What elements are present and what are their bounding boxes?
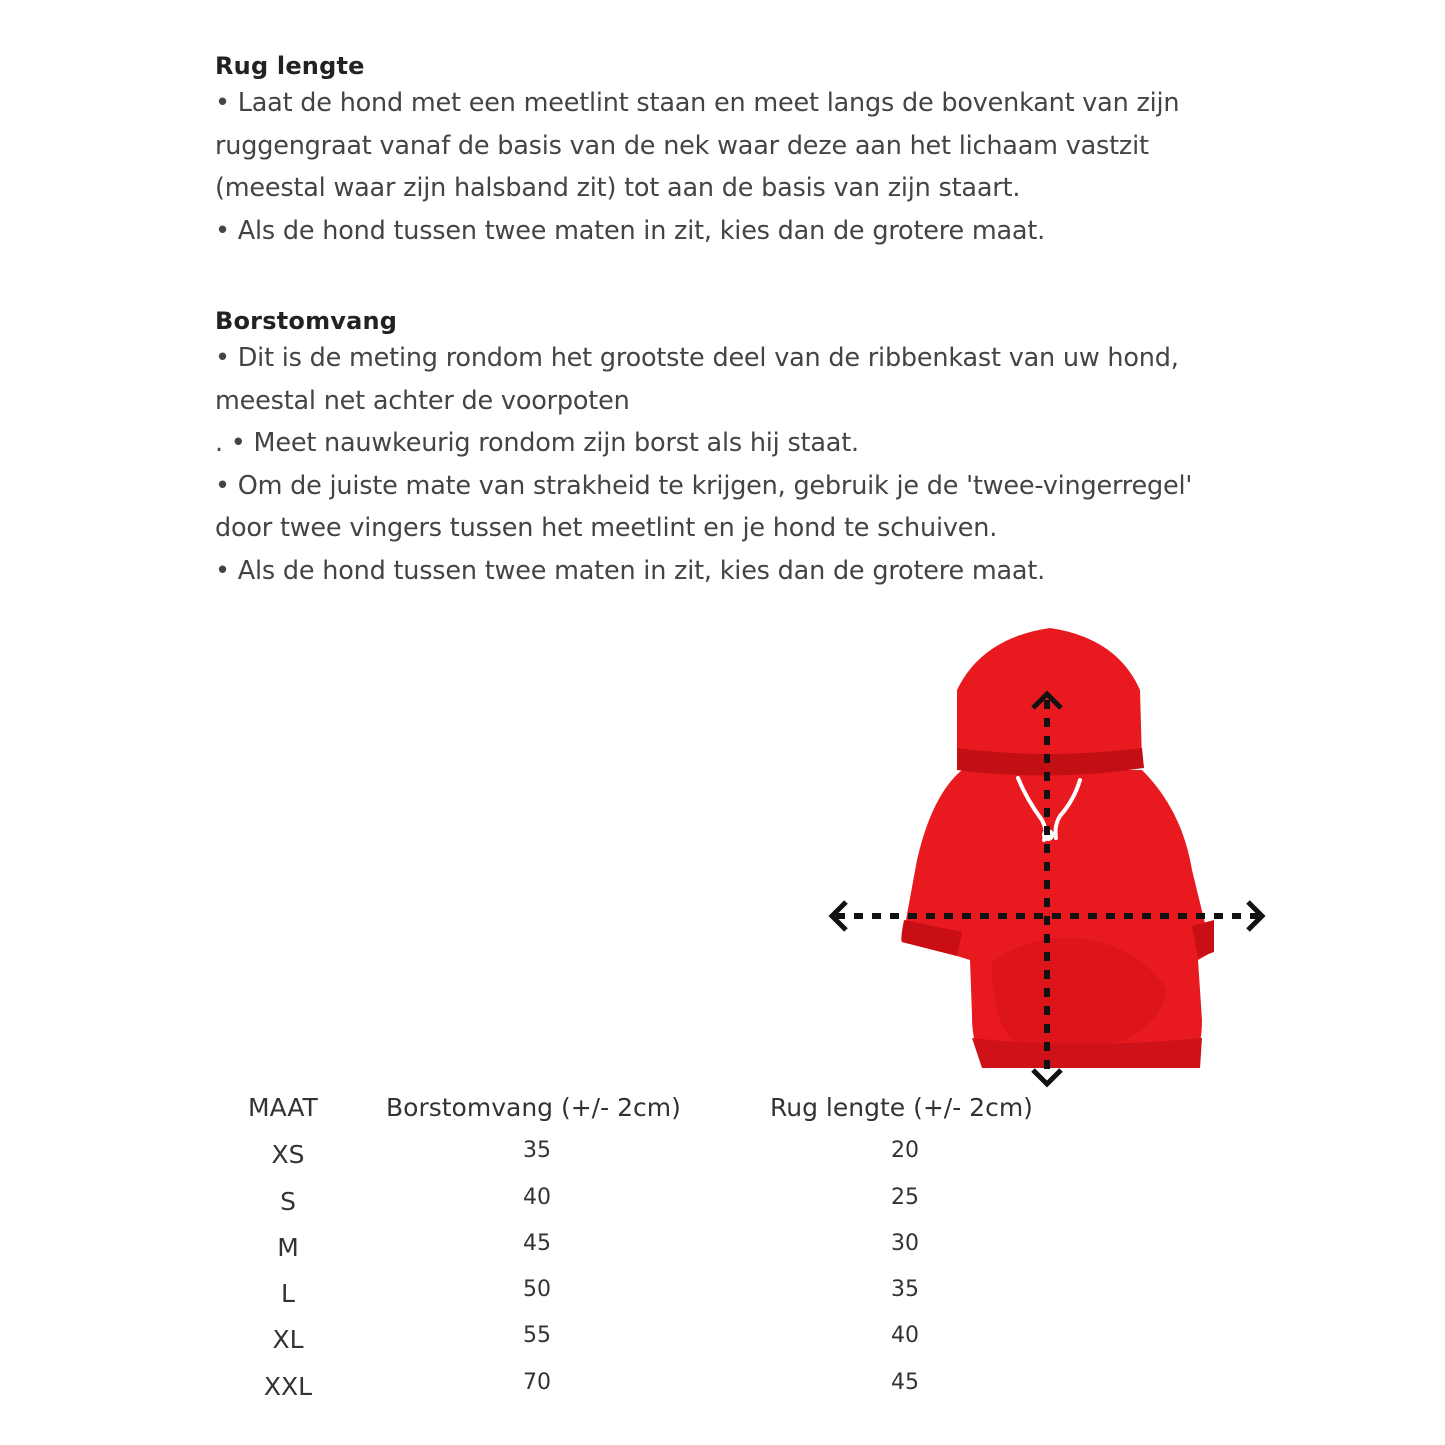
table-size-cell: L	[281, 1279, 295, 1308]
chest-heading: Borstomvang	[215, 307, 398, 335]
table-size-cell: XS	[271, 1140, 305, 1169]
chest-line: • Als de hond tussen twee maten in zit, kies dan de grotere maat.	[215, 555, 1046, 586]
table-chest-cell: 40	[523, 1185, 551, 1210]
table-size-cell: XL	[272, 1325, 304, 1354]
table-back-cell: 35	[891, 1277, 919, 1302]
table-back-cell: 30	[891, 1231, 919, 1256]
table-chest-cell: 55	[523, 1323, 551, 1348]
chest-line: meestal net achter de voorpoten	[215, 385, 630, 416]
table-size-cell: XXL	[263, 1372, 313, 1401]
back-length-line: (meestal waar zijn halsband zit) tot aan de basis van zijn staart.	[215, 173, 1021, 203]
table-back-cell: 40	[891, 1323, 919, 1348]
back-column-header: Rug lengte (+/- 2cm)	[770, 1093, 1033, 1122]
back-length-heading: Rug lengte	[215, 52, 365, 80]
table-back-cell: 25	[891, 1185, 919, 1210]
table-chest-cell: 50	[523, 1277, 551, 1302]
chest-line: . • Meet nauwkeurig rondom zijn borst als hij staat.	[215, 428, 859, 458]
table-chest-cell: 35	[523, 1138, 551, 1163]
chest-section	[215, 307, 1255, 592]
back-length-line: ruggengraat vanaf de basis van de nek waar deze aan het lichaam vastzit	[215, 130, 1149, 161]
table-size-cell: M	[277, 1233, 299, 1262]
chest-line: • Dit is de meting rondom het grootste deel van de ribbenkast van uw hond,	[215, 343, 1179, 373]
size-column-header: MAAT	[248, 1093, 318, 1122]
chest-line: door twee vingers tussen het meetlint en je hond te schuiven.	[215, 513, 998, 543]
chest-column-header: Borstomvang (+/- 2cm)	[386, 1093, 681, 1122]
table-chest-cell: 70	[523, 1370, 551, 1395]
back-length-section	[215, 52, 1255, 252]
chest-line: • Om de juiste mate van strakheid te krijgen, gebruik je de 'twee-vingerregel'	[215, 470, 1193, 501]
back-length-line: • Als de hond tussen twee maten in zit, kies dan de grotere maat.	[215, 215, 1046, 246]
hoodie-measurement-figure	[822, 620, 1272, 1095]
table-size-cell: S	[280, 1187, 296, 1216]
table-back-cell: 45	[891, 1370, 919, 1395]
table-chest-cell: 45	[523, 1231, 551, 1256]
back-length-line: • Laat de hond met een meetlint staan en meet langs de bovenkant van zijn	[215, 88, 1180, 118]
table-back-cell: 20	[891, 1138, 919, 1163]
hoodie-icon	[901, 628, 1214, 1068]
